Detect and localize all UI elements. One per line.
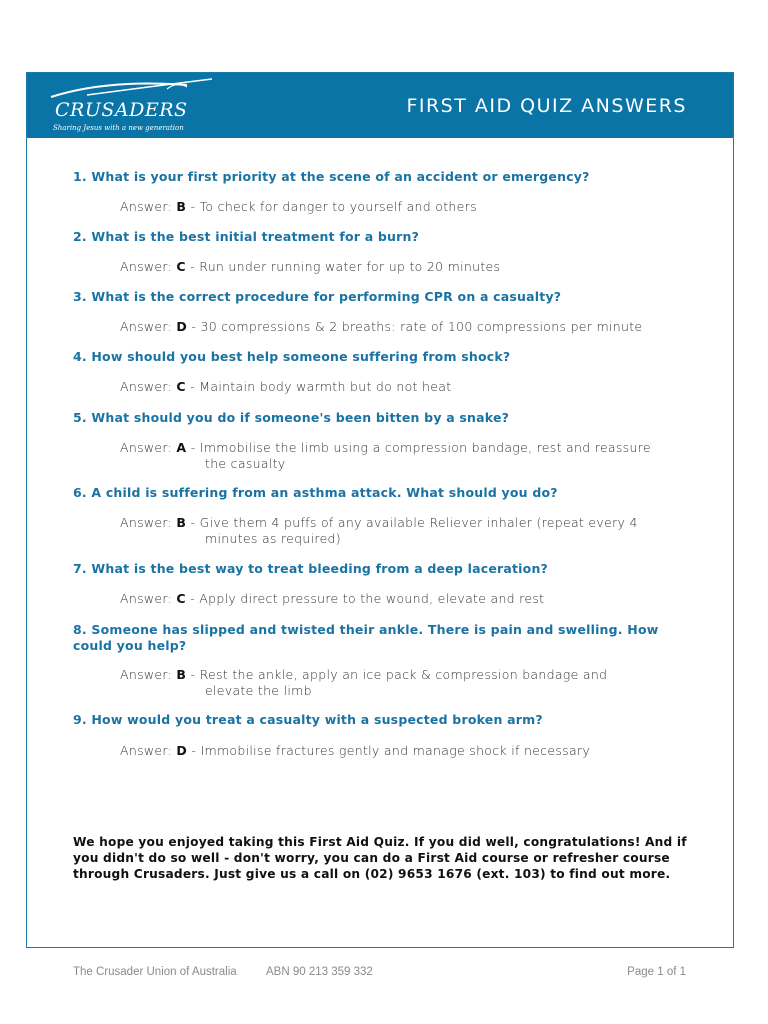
answer-letter: B xyxy=(176,667,187,682)
answer-2 xyxy=(120,259,695,275)
footer-org: The Crusader Union of Australia xyxy=(73,966,237,978)
logo-wordmark: CRUSADERS xyxy=(55,99,188,121)
answer-letter: B xyxy=(176,199,187,214)
footer-page-number: Page 1 of 1 xyxy=(627,966,686,978)
question-7: 7. What is the best way to treat bleeding from a deep laceration? xyxy=(73,561,548,576)
logo-tagline: Sharing Jesus with a new generation xyxy=(53,124,184,132)
answer-6 xyxy=(120,515,695,547)
answer-text: - To check for danger to yourself and others xyxy=(190,199,477,214)
answer-8 xyxy=(120,667,695,699)
answer-letter: D xyxy=(176,743,188,758)
answer-1 xyxy=(120,199,695,215)
question-2: 2. What is the best initial treatment for a burn? xyxy=(73,229,420,244)
answer-text-continued: the casualty xyxy=(205,456,286,471)
question-5: 5. What should you do if someone's been bitten by a snake? xyxy=(73,410,510,425)
answer-prefix: Answer: xyxy=(120,591,173,606)
answer-prefix: Answer: xyxy=(120,667,173,682)
closing-message: We hope you enjoyed taking this First Aid Quiz. If you did well, congratulations! And if you didn't do so well - don't worry, you can do a First Aid course or refresher course through Crusaders. Just give us a call on (02) 9653 1676 (ext. 103) to find out more. xyxy=(73,835,687,881)
answer-prefix: Answer: xyxy=(120,319,173,334)
answer-text: - Give them 4 puffs of any available Reliever inhaler (repeat every 4 xyxy=(190,515,638,530)
answer-prefix: Answer: xyxy=(120,440,173,455)
answer-text-continued: elevate the limb xyxy=(205,683,312,698)
answer-4 xyxy=(120,379,695,395)
question-9: 9. How would you treat a casualty with a suspected broken arm? xyxy=(73,712,543,727)
answer-text: - Rest the ankle, apply an ice pack & compression bandage and xyxy=(190,667,608,682)
answer-text: - 30 compressions & 2 breaths: rate of 100 compressions per minute xyxy=(191,319,643,334)
answer-prefix: Answer: xyxy=(120,379,173,394)
answer-letter: B xyxy=(176,515,187,530)
answer-prefix: Answer: xyxy=(120,199,173,214)
answer-prefix: Answer: xyxy=(120,743,173,758)
header-banner xyxy=(27,73,733,138)
answer-text-continued: minutes as required) xyxy=(205,531,341,546)
answer-text: - Run under running water for up to 20 minutes xyxy=(190,259,501,274)
question-3: 3. What is the correct procedure for performing CPR on a casualty? xyxy=(73,289,562,304)
answer-letter: D xyxy=(176,319,188,334)
footer-abn: ABN 90 213 359 332 xyxy=(266,966,373,978)
answer-text: - Immobilise fractures gently and manage shock if necessary xyxy=(191,743,591,758)
question-6: 6. A child is suffering from an asthma attack. What should you do? xyxy=(73,485,558,500)
answer-text: - Maintain body warmth but do not heat xyxy=(190,379,452,394)
answer-letter: A xyxy=(176,440,187,455)
question-4: 4. How should you best help someone suffering from shock? xyxy=(73,349,511,364)
answer-letter: C xyxy=(176,259,186,274)
answer-text: - Immobilise the limb using a compression bandage, rest and reassure xyxy=(190,440,651,455)
answer-letter: C xyxy=(176,379,186,394)
page-title: FIRST AID QUIZ ANSWERS xyxy=(406,95,687,117)
question-1: 1. What is your first priority at the scene of an accident or emergency? xyxy=(73,169,590,184)
question-8: 8. Someone has slipped and twisted their ankle. There is pain and swelling. How could you help? xyxy=(73,622,659,653)
answer-3 xyxy=(120,319,695,335)
answer-prefix: Answer: xyxy=(120,259,173,274)
answer-letter: C xyxy=(176,591,186,606)
answer-5 xyxy=(120,440,695,472)
document-frame xyxy=(26,72,734,948)
crusaders-logo xyxy=(47,77,217,135)
answer-9 xyxy=(120,743,695,759)
answer-7 xyxy=(120,591,695,607)
answer-prefix: Answer: xyxy=(120,515,173,530)
answer-text: - Apply direct pressure to the wound, elevate and rest xyxy=(190,591,545,606)
